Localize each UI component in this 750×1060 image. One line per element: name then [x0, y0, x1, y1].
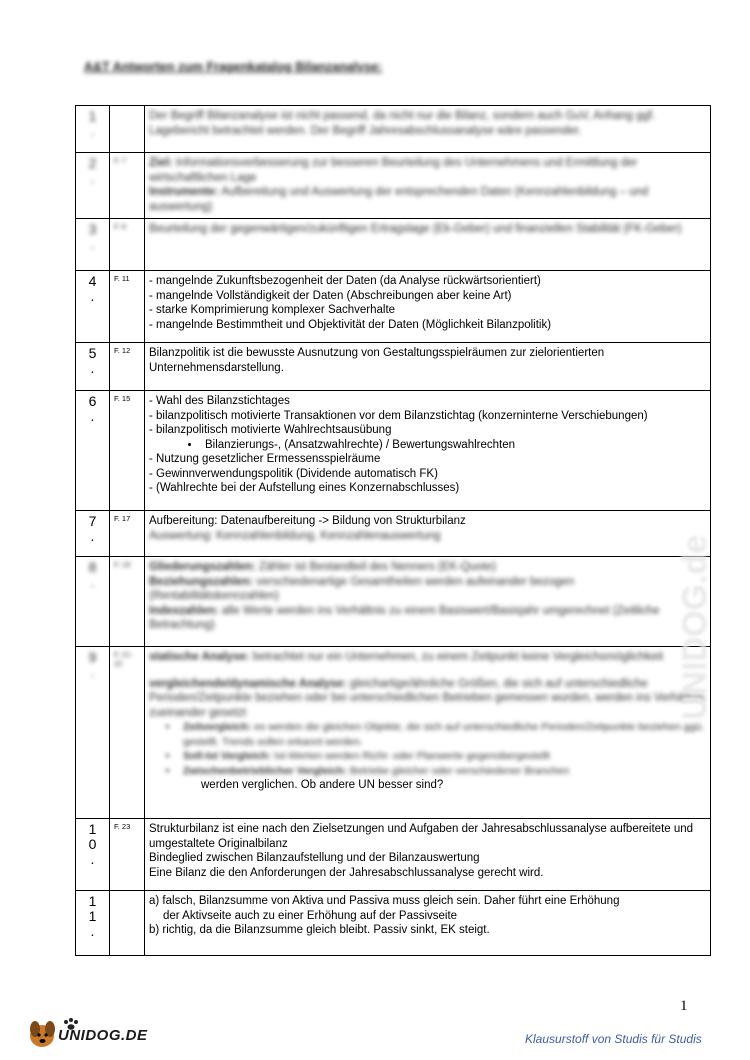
- list-item: - bilanzpolitisch motivierte Wahlrechtsausübung: [149, 423, 706, 438]
- answer-label: vergleichende/dynamische Analyse:: [149, 677, 347, 690]
- answer-text: alle Werte werden ins Verhältnis zu einem Basiswert/Basisjahr umgerechnet (Zeitliche Betrachtung): [149, 604, 660, 631]
- table-row: [76, 647, 711, 819]
- answer-text: Aufbereitung und Auswertung der entsprechenden Daten (Kennzahlenbildung – und auswertung): [149, 186, 649, 213]
- list-item: - starke Komprimierung komplexer Sachverhalte: [149, 303, 706, 318]
- page-title: A&T Antworten zum Fragenkatalog Bilanzanalyse:: [84, 60, 383, 74]
- row-answer: [145, 271, 711, 343]
- table-row: [76, 343, 711, 391]
- row-number: 4 .: [76, 271, 110, 343]
- list-item: • Zwischenbetrieblicher Vergleich: Betriebe gleicher oder verschiedener Branchen: [179, 764, 706, 779]
- table-row: [76, 106, 711, 153]
- answer-text: Bindeglied zwischen Bilanzaufstellung und der Bilanzauswertung: [149, 852, 480, 864]
- row-answer: [145, 153, 711, 219]
- row-number: 1 1 .: [76, 891, 110, 956]
- answer-text: Eine Bilanz die den Anforderungen der Jahresabschlussanalyse gerecht wird.: [149, 866, 544, 879]
- list-item: - mangelnde Vollständigkeit der Daten (Abschreibungen aber keine Art): [149, 289, 706, 304]
- list-item: • Zeitvergleich: es werden die gleichen Objekte, die sich auf unterschiedliche Perioden/Zeitpunkte beziehen ggü. gestellt. Trends sollen erkannt werden.: [179, 720, 706, 749]
- row-reference: F. 18: [110, 557, 145, 647]
- row-number: 8 .: [76, 557, 110, 647]
- answer-text: a) falsch, Bilanzsumme von Aktiva und Passiva muss gleich sein. Daher führt eine Erhöhung: [149, 895, 620, 907]
- table-row: [76, 391, 711, 511]
- logo-text: UNIDOG.DE: [58, 1027, 148, 1044]
- page-number: 1: [680, 998, 688, 1014]
- list-item: - mangelnde Bestimmtheit und Objektivität der Daten (Möglichkeit Bilanzpolitik): [149, 318, 706, 333]
- row-answer: [145, 391, 711, 511]
- svg-text:UNIDOG.de: UNIDOG.de: [676, 534, 714, 720]
- row-reference: [110, 891, 145, 956]
- list-item: - mangelnde Zukunftsbezogenheit der Daten (da Analyse rückwärtsorientiert): [149, 274, 706, 289]
- row-answer: [145, 106, 711, 153]
- answer-text: gleichartige/ähnliche Größen, die sich auf unterschiedliche Perioden/Zeitpunkte beziehen oder bei unterschiedlichen Betrieben gemessen wurden, werden ins Verhältnis zueinander gesetzt: [149, 677, 705, 719]
- row-reference: F. 15: [110, 391, 145, 511]
- row-number: 9 .: [76, 647, 110, 819]
- row-answer: [145, 891, 711, 956]
- row-reference: F. 23: [110, 819, 145, 891]
- answer-text: Strukturbilanz ist eine nach den Zielsetzungen und Aufgaben der Jahresabschlussanalyse aufbereitete und umgestaltete Originalbilanz: [149, 823, 694, 850]
- answer-label: Indexzahlen:: [149, 604, 219, 617]
- answer-text: betrachtet nur ein Unternehmen, zu einem Zeitpunkt keine Vergleichsmöglichkeit: [249, 651, 664, 663]
- answer-list: [149, 452, 706, 496]
- qa-table: [75, 105, 711, 956]
- row-reference: [110, 106, 145, 153]
- answer-text: Aufbereitung: Datenaufbereitung -> Bildung von Strukturbilanz: [149, 515, 466, 527]
- row-reference: F. 7: [110, 153, 145, 219]
- watermark: [676, 300, 720, 730]
- row-answer: [145, 219, 711, 271]
- row-number: 1 .: [76, 106, 110, 153]
- row-number: 7 .: [76, 511, 110, 557]
- row-answer: [145, 511, 711, 557]
- table-row: [76, 271, 711, 343]
- table-row: [76, 511, 711, 557]
- answer-text: b) richtig, da die Bilanzsumme gleich bleibt. Passiv sinkt, EK steigt.: [149, 924, 490, 936]
- list-item: • Soll-Ist Vergleich: Ist-Werten werden Richt- oder Planwerte gegenübergestellt: [179, 749, 706, 764]
- answer-text: Der Begriff Bilanzanalyse ist nicht passend, da nicht nur die Bilanz, sondern auch GuV, Anhang ggf. Lagebericht betrachtet werden. Der Begriff Jahresabschlussanalyse wäre passender.: [149, 110, 656, 137]
- answer-text: Informationsverbesserung zur besseren Beurteilung des Unternehmens und Ermittlung der wirtschaftlichen Lage: [149, 157, 638, 184]
- row-number: 1 0 .: [76, 819, 110, 891]
- list-item: - Nutzung gesetzlicher Ermessensspielräume: [149, 452, 706, 467]
- table-row: [76, 153, 711, 219]
- answer-text: werden verglichen. Ob andere UN besser sind?: [201, 779, 444, 791]
- answer-text: Bilanzpolitik ist die bewusste Ausnutzung von Gestaltungsspielräumen zur zielorientierten Unternehmensdarstellung.: [149, 347, 605, 374]
- row-reference: F. 21-22: [110, 647, 145, 819]
- answer-label: Beziehungszahlen:: [149, 575, 254, 588]
- row-reference: F. 17: [110, 511, 145, 557]
- row-reference: F. 12: [110, 343, 145, 391]
- row-reference: F. 8: [110, 219, 145, 271]
- list-item: • Bilanzierungs-, (Ansatzwahlrechte) / Bewertungswahlrechten: [201, 438, 706, 453]
- list-item: - Gewinnverwendungspolitik (Dividende automatisch FK): [149, 467, 706, 482]
- table-row: [76, 891, 711, 956]
- table-row: [76, 557, 711, 647]
- answer-label: statische Analyse:: [149, 651, 250, 663]
- bullet-list: [149, 438, 706, 453]
- list-item: - bilanzpolitisch motivierte Transaktionen vor dem Bilanzstichtag (konzerninterne Verschiebungen): [149, 409, 706, 424]
- answer-text: der Aktivseite auch zu einer Erhöhung auf der Passivseite: [163, 909, 458, 922]
- answer-list: [149, 394, 706, 438]
- row-number: 2 .: [76, 153, 110, 219]
- answer-text: Beurteilung der gegenwärtigen/zukünftigen Ertragslage (Ek-Geber) und finanziellen Stabilität (FK-Geber): [149, 223, 682, 235]
- row-answer: [145, 819, 711, 891]
- row-answer: [145, 647, 711, 819]
- row-answer: [145, 343, 711, 391]
- row-number: 5 .: [76, 343, 110, 391]
- row-answer: [145, 557, 711, 647]
- answer-text: Auswertung: Kennzahlenbildung, Kennzahlenauswertung: [149, 529, 441, 542]
- table-row: [76, 219, 711, 271]
- bullet-list: [149, 720, 706, 778]
- row-number: 3 .: [76, 219, 110, 271]
- answer-label: Instrumente:: [149, 186, 219, 198]
- row-number: 6 .: [76, 391, 110, 511]
- list-item: - Wahl des Bilanzstichtages: [149, 394, 706, 409]
- row-reference: F. 11: [110, 271, 145, 343]
- answer-text: verschiedenartige Gesamtheiten werden aufeinander bezogen (Rentabilitätskennzahlen): [149, 575, 575, 602]
- answer-label: Gliederungszahlen:: [149, 561, 256, 573]
- footer-slogan: Klausurstoff von Studis für Studis: [525, 1032, 702, 1046]
- answer-list: [149, 274, 706, 332]
- answer-text: Zähler ist Bestandteil des Nenners (EK-Quote): [255, 561, 497, 573]
- list-item: - (Wahlrechte bei der Aufstellung eines Konzernabschlusses): [149, 481, 706, 496]
- answer-label: Ziel:: [149, 157, 173, 169]
- table-row: [76, 819, 711, 891]
